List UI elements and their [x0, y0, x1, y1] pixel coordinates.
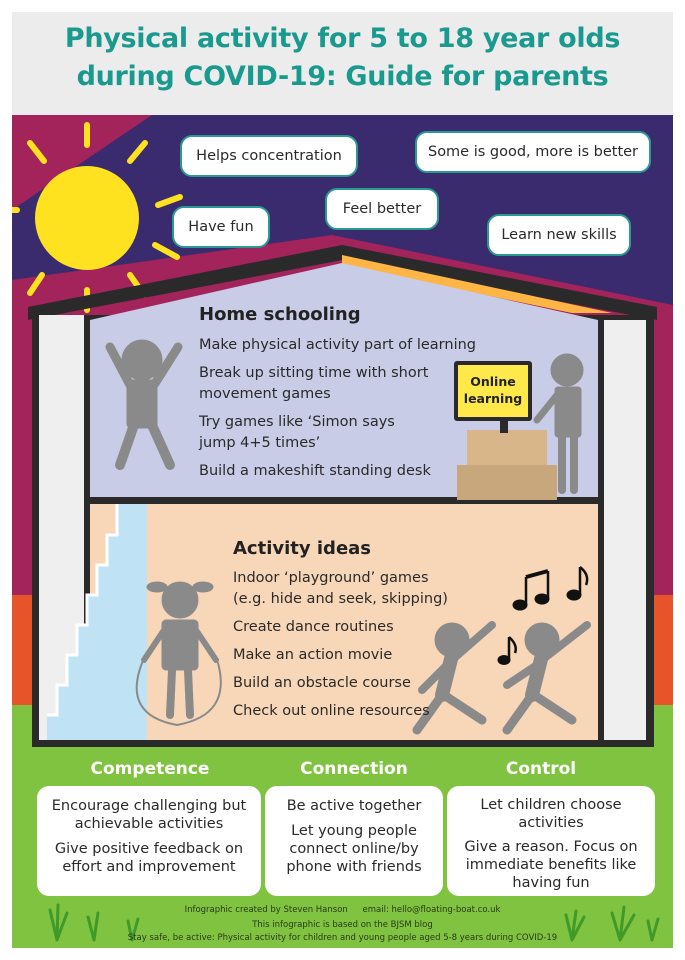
footer-email: email: hello@floating-boat.co.uk: [362, 905, 501, 915]
footer-based-on: This infographic is based on the BJSM blog: [252, 920, 433, 930]
activity-item: (e.g. hide and seek, skipping): [233, 591, 448, 607]
competence-line: Give positive feedback on: [54, 841, 244, 857]
activity-ideas-heading: Activity ideas: [233, 538, 372, 559]
competence-line: achievable activities: [74, 816, 224, 832]
control-heading: Control: [505, 759, 577, 779]
control-line: immediate benefits like: [465, 857, 637, 873]
activity-item: Check out online resources: [233, 703, 430, 719]
activity-item: Create dance routines: [233, 619, 394, 635]
control-line: Let children choose: [480, 797, 622, 813]
screen-line-2: learning: [463, 391, 523, 406]
connection-line: phone with friends: [286, 859, 422, 875]
right-wall: [604, 320, 646, 740]
connection-line: Let young people: [291, 823, 417, 839]
competence-line: Encourage challenging but: [51, 798, 247, 814]
competence-line: effort and improvement: [62, 859, 236, 875]
home-schooling-item: Try games like ‘Simon says: [199, 414, 395, 430]
footer-credit: Infographic created by Steven Hanson: [184, 905, 348, 915]
bubble-learn-new-skills: Learn new skills: [487, 214, 631, 256]
control-line: Give a reason. Focus on: [464, 839, 638, 855]
title-line-2: during COVID-19: Guide for parents: [76, 61, 609, 92]
footer-blog-title: Stay safe, be active: Physical activity for children and young people aged 5-8 years during COVID-19: [127, 933, 558, 943]
competence-heading: Competence: [90, 759, 210, 779]
home-schooling-item: jump 4+5 times’: [199, 435, 321, 451]
connection-heading: Connection: [300, 759, 408, 779]
online-learning-screen: [454, 361, 532, 421]
control-line: having fun: [512, 875, 590, 891]
home-schooling-heading: Home schooling: [199, 304, 361, 325]
connection-point: [265, 797, 443, 815]
control-line: activities: [518, 815, 584, 831]
connection-line: Be active together: [286, 798, 422, 814]
home-schooling-item: Break up sitting time with short: [199, 365, 429, 381]
footer-credit-line: [12, 905, 673, 915]
control-point: [447, 838, 655, 892]
home-schooling-item: Build a makeshift standing desk: [199, 463, 431, 479]
control-point: [447, 796, 655, 832]
bubble-feel-better: Feel better: [325, 188, 439, 230]
competence-point: [37, 797, 261, 833]
competence-point: [37, 840, 261, 876]
bubble-some-is-good: Some is good, more is better: [415, 131, 651, 173]
title-line-1: Physical activity for 5 to 18 year olds: [64, 23, 621, 54]
screen-line-1: Online: [470, 374, 516, 389]
activity-item: Indoor ‘playground’ games: [233, 570, 429, 586]
bubble-have-fun: Have fun: [172, 206, 270, 248]
activity-item: Build an obstacle course: [233, 675, 411, 691]
bubble-helps-concentration: Helps concentration: [180, 135, 358, 177]
connection-line: connect online/by: [289, 841, 419, 857]
home-schooling-item: Make physical activity part of learning: [199, 337, 477, 353]
desk-box-top: [467, 430, 547, 470]
monitor-stand: [500, 421, 508, 433]
page-title: [12, 20, 673, 96]
home-schooling-item: movement games: [199, 386, 331, 402]
desk-box-bottom: [457, 465, 557, 500]
connection-point: [265, 822, 443, 876]
activity-item: Make an action movie: [233, 647, 393, 663]
